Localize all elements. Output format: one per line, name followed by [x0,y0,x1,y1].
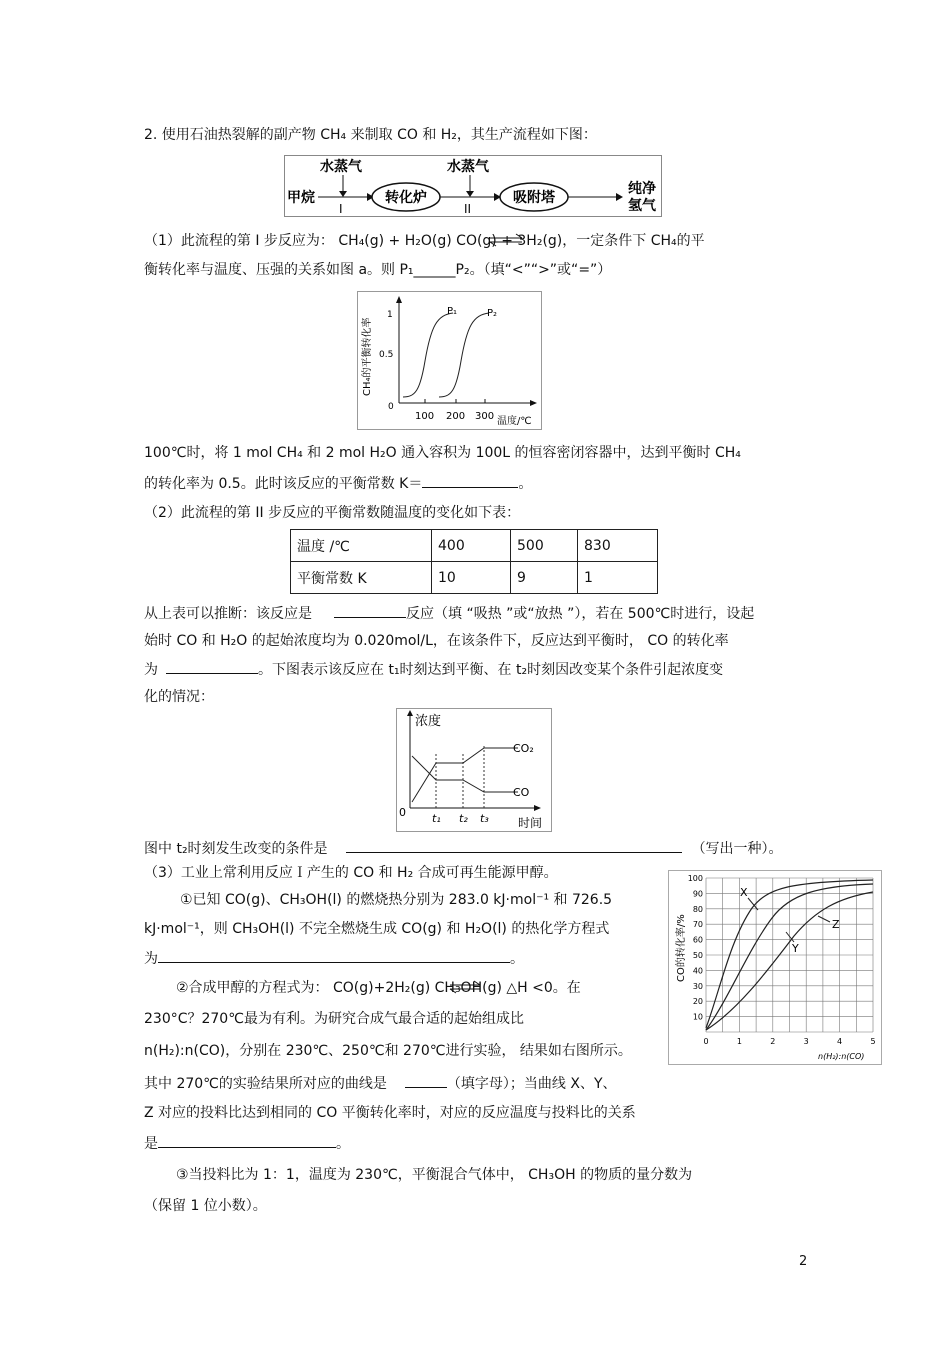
part1-line-4-text: 的转化率为 0.5。此时该反应的平衡常数 K＝ [144,476,423,492]
equilibrium-arrow-icon [488,233,524,247]
chart-c-ytick: 60 [692,935,703,945]
curve-y-label: Y [792,942,799,955]
table-cell: 1 [578,562,658,594]
co-conversion-chart [668,870,882,1065]
flow-step-2: II [464,202,472,216]
part3-line-4-text-a: 为 [144,951,158,967]
table-cell: 10 [432,562,511,594]
chart-c-ytick: 20 [692,997,703,1007]
equilibrium-arrow-icon-2 [448,980,482,994]
chart-a-ytick-1: 1 [387,310,393,320]
chart-c-ytick: 100 [687,874,703,883]
part3-line-10-text-a: 是 [144,1136,158,1152]
chart-b-co2-label: CO₂ [513,742,534,755]
part2-line-1: （2）此流程的第 II 步反应的平衡常数随温度的变化如下表： [144,505,521,521]
part3-line-8 [144,1073,617,1093]
chart-c-ytick: 30 [692,981,703,991]
part3-line-4 [144,948,524,968]
part3-line-6: 230°C？270℃最为有利。为研究合成气最合适的起始组成比 [144,1011,524,1027]
table-cell: 平衡常数 K [291,562,432,594]
part2-line-2-text-b: 反应（填 “吸热 ”或“放热 ”），若在 500℃时进行，设起 [406,606,755,622]
answer-blank-thermo-equation[interactable] [158,948,510,963]
chart-a-xlabel: 温度/℃ [497,416,532,427]
answer-blank-t2-condition[interactable] [346,838,682,853]
question-intro: 2. 使用石油热裂解的副产物 CH₄ 来制取 CO 和 H₂，其生产流程如下图： [144,127,597,143]
table-cell: 温度 /℃ [291,530,432,562]
curve-p1-label: P₁ [447,306,458,317]
answer-blank-heat[interactable] [334,603,406,618]
curve-p2-label: P₂ [487,308,498,319]
chart-c-xtick: 2 [770,1037,776,1046]
answer-blank-k[interactable] [422,473,518,488]
part3-line-10-text-b: 。 [336,1136,350,1152]
part3-line-1: （3）工业上常利用反应Ｉ产生的 CO 和 H₂ 合成可再生能源甲醇。 [144,865,558,881]
chart-b-co-label: CO [513,786,530,799]
part2-line-2-text-a: 从上表可以推断：该反应是 [144,606,312,622]
answer-blank-relation[interactable] [158,1133,336,1148]
chart-c-ytick: 80 [692,904,703,914]
part3-line-7: n(H₂):n(CO)，分别在 230℃、250℃和 270℃进行实验， 结果如右图所示。 [144,1043,632,1059]
flow-product-1: 纯净 [628,181,656,197]
chart-c-xtick: 3 [803,1037,809,1046]
flow-tower: 吸附塔 [513,190,555,206]
flow-furnace: 转化炉 [385,190,427,206]
part2-line-4-text-a: 为 [144,662,158,678]
part2-line-5: 化的情况： [144,689,214,705]
part1-line-4 [144,473,532,493]
part3-line-12: （保留 1 位小数）。 [144,1198,267,1214]
chart-a-ylabel: CH₄的平衡转化率 [362,317,373,396]
page-number: 2 [799,1254,808,1269]
part2-line-3: 始时 CO 和 H₂O 的起始浓度均为 0.020mol/L，在该条件下，反应达到平衡时， CO 的转化率 [144,633,729,649]
part3-line-5: ②合成甲醇的方程式为： CO(g)+2H₂(g) CH₃OH(g) △H <0。在 [176,980,581,996]
chart-b-origin: 0 [399,806,406,819]
part3-line-8-text-b: （填字母）；当曲线 X、Y、 [446,1076,617,1092]
part1-line-2: 衡转化率与温度、压强的关系如图 a。则 P₁______P₂。（填“<”“>”或“=”） [144,262,612,278]
chart-a-xtick-200: 200 [446,411,466,422]
chart-c-xlabel: n(H₂):n(CO) [818,1052,865,1061]
part2-line-2 [144,603,754,623]
part1-line-4-end: 。 [518,476,533,492]
chart-b-ylabel: 浓度 [415,714,442,729]
chart-a-ytick-0: 0 [388,402,394,412]
part3-line-11: ③当投料比为 1：1，温度为 230℃，平衡混合气体中， CH₃OH 的物质的量分数为 [176,1167,693,1183]
process-flow-diagram [284,155,662,217]
curve-x-label: X [740,886,748,899]
part3-line-4-text-b: 。 [510,951,524,967]
answer-blank-curve[interactable] [405,1073,447,1088]
chart-c-ylabel: CO的转化率/% [676,914,687,982]
chart-a-xtick-100: 100 [415,411,435,422]
table-cell: 500 [511,530,578,562]
part2-line-4 [144,659,723,679]
part2-line-6-text-b: （写出一种）。 [691,841,783,857]
table-cell: 400 [432,530,511,562]
flow-steam-2: 水蒸气 [447,159,489,175]
answer-blank-co-conversion[interactable] [166,659,258,674]
concentration-vs-time-chart [396,708,552,832]
chart-c-xtick: 5 [870,1037,876,1046]
part3-line-9: Z 对应的投料比达到相同的 CO 平衡转化率时，对应的反应温度与投料比的关系 [144,1105,636,1121]
chart-b-t2: t₂ [459,812,468,825]
curve-z-label: Z [832,918,840,931]
table-cell: 9 [511,562,578,594]
chart-a-xtick-300: 300 [475,411,495,422]
flow-step-1: I [339,202,343,216]
chart-c-ytick: 10 [692,1012,703,1022]
chart-c-ytick: 40 [692,966,703,976]
chart-a-ytick-05: 0.5 [379,350,394,360]
flow-product-2: 氢气 [628,198,656,214]
chart-b-t1: t₁ [432,812,441,825]
flow-methane: 甲烷 [287,190,315,206]
table-row [291,562,658,594]
equilibrium-constant-table [290,529,658,594]
table-row [291,530,658,562]
chart-c-ytick: 50 [692,951,703,960]
part3-line-2: ①已知 CO(g)、CH₃OH(l) 的燃烧热分别为 283.0 kJ·mol⁻¹ 和 726.5 [180,892,613,908]
part2-line-6 [144,838,783,858]
flow-steam-1: 水蒸气 [320,159,362,175]
chart-c-xtick: 0 [703,1037,709,1046]
part3-line-8-text-a: 其中 270℃的实验结果所对应的曲线是 [144,1076,387,1092]
part1-line-1: （1）此流程的第 I 步反应为： CH₄(g) + H₂O(g) CO(g) + 3H₂(g)，一定条件下 CH₄的平 [144,233,705,249]
part3-line-3: kJ·mol⁻¹，则 CH₃OH(l) 不完全燃烧生成 CO(g) 和 H₂O(l) 的热化学方程式 [144,921,610,937]
part2-line-6-text-a: 图中 t₂时刻发生改变的条件是 [144,841,328,857]
part2-line-4-text-b: 。下图表示该反应在 t₁时刻达到平衡、在 t₂时刻因改变某个条件引起浓度变 [258,662,724,678]
part1-line-3: 100℃时，将 1 mol CH₄ 和 2 mol H₂O 通入容积为 100L 的恒容密闭容器中，达到平衡时 CH₄ [144,445,741,461]
chart-c-ytick: 90 [692,889,703,899]
part3-line-10 [144,1133,350,1153]
chart-c-xtick: 1 [736,1037,742,1046]
chart-c-xtick: 4 [837,1037,843,1046]
chart-b-xlabel: 时间 [518,816,543,830]
chart-c-ytick: 70 [692,920,703,930]
table-cell: 830 [578,530,658,562]
conversion-vs-temperature-chart [357,291,542,430]
chart-b-t3: t₃ [480,812,489,825]
